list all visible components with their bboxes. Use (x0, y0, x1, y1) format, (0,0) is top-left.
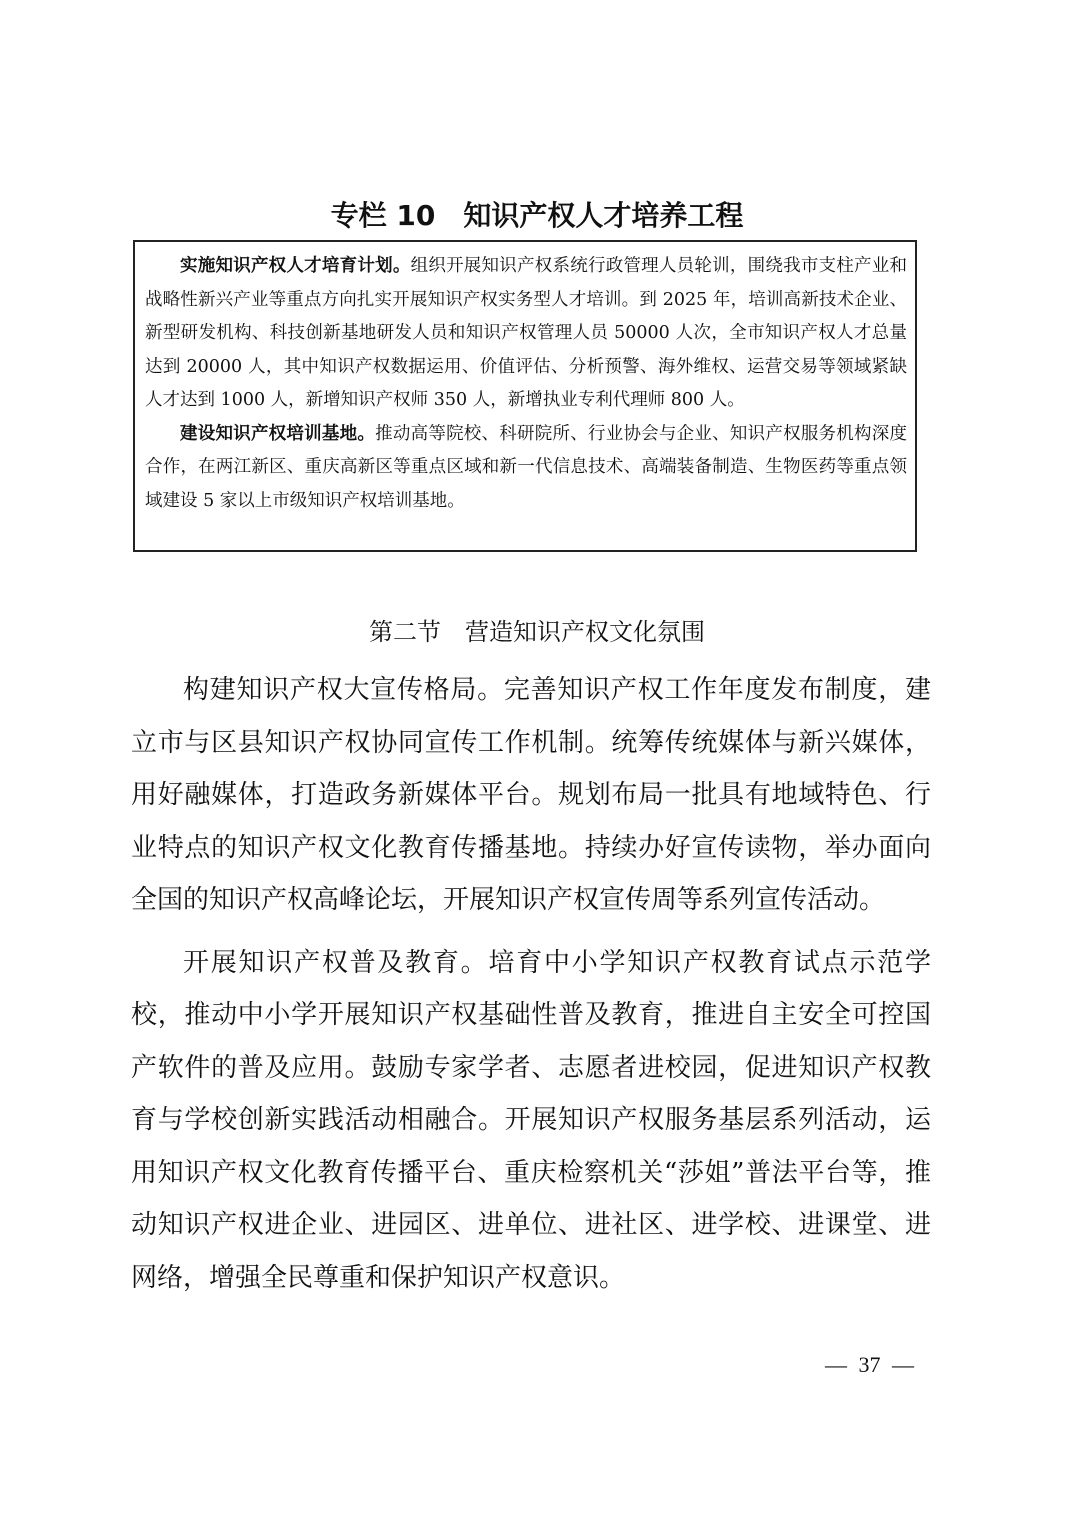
sidebar-box (133, 240, 917, 552)
sidebar-paragraph-lead: 实施知识产权人才培育计划。 (180, 256, 411, 276)
sidebar-paragraph (145, 418, 907, 519)
sidebar-paragraph-text: 组织开展知识产权系统行政管理人员轮训，围绕我市支柱产业和战略性新兴产业等重点方向扎实开展知识产权实务型人才培训。到 2025 年，培训高新技术企业、新型研发机构、科技创新基地研发人员和知识产权管理人员 50000 人次，全市知识产权人才总量达到 20000 人，其中知识产权数据运用、价值评估、分析预警、海外维权、运营交易等领域紧缺人才达到 1000 人，新增知识产权师 350 人，新增执业专利代理师 800 人。 (145, 256, 908, 410)
sidebar-paragraph-text: 推动高等院校、科研院所、行业协会与企业、知识产权服务机构深度合作，在两江新区、重庆高新区等重点区域和新一代信息技术、高端装备制造、生物医药等重点领域建设 5 家以上市级知识产权培训基地。 (145, 423, 908, 511)
body-paragraph: 开展知识产权普及教育。培育中小学知识产权教育试点示范学校，推动中小学开展知识产权基础性普及教育，推进自主安全可控国产软件的普及应用。鼓励专家学者、志愿者进校园，促进知识产权教育与学校创新实践活动相融合。开展知识产权服务基层系列活动，运用知识产权文化教育传播平台、重庆检察机关“莎姐”普法平台等，推动知识产权进企业、进园区、进单位、进社区、进学校、进课堂、进网络，增强全民尊重和保护知识产权意识。 (131, 947, 931, 1293)
sidebar-paragraph-lead: 建设知识产权培训基地。 (180, 423, 376, 444)
body-paragraph: 构建知识产权大宣传格局。完善知识产权工作年度发布制度，建立市与区县知识产权协同宣传工作机制。统筹传统媒体与新兴媒体，用好融媒体，打造政务新媒体平台。规划布局一批具有地域特色、行业特点的知识产权文化教育传播基地。持续办好宣传读物，举办面向全国的知识产权高峰论坛，开展知识产权宣传周等系列宣传活动。 (131, 675, 931, 915)
section-body (131, 664, 931, 1304)
section-heading: 第二节 营造知识产权文化氛围 (369, 618, 705, 646)
sidebar-paragraph (145, 250, 907, 418)
page-number: — 37 — (825, 1352, 914, 1377)
sidebar-box-title: 专栏 10 知识产权人才培养工程 (330, 199, 744, 232)
